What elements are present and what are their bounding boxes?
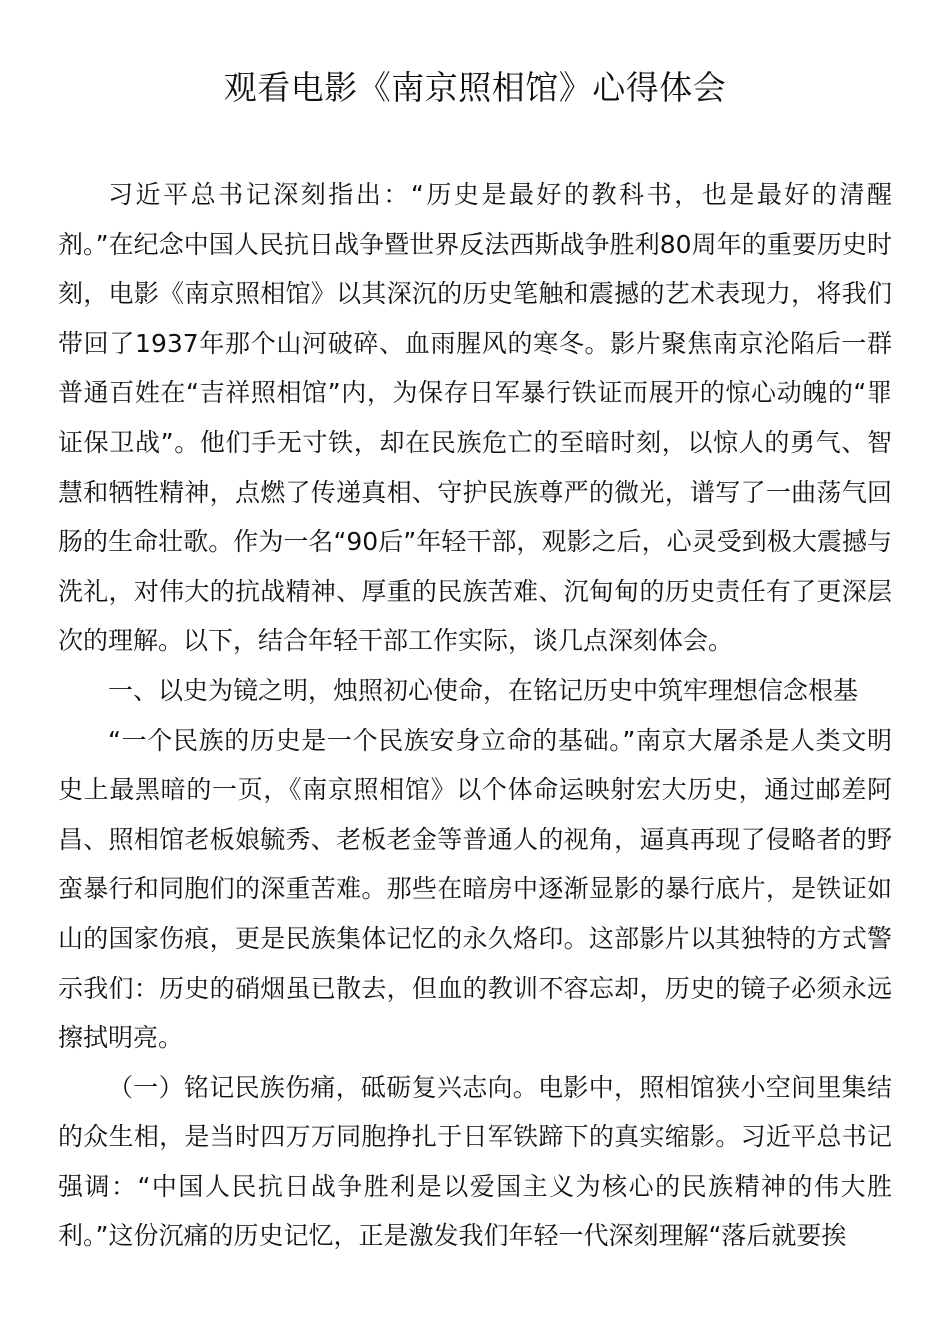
document-title: 观看电影《南京照相馆》心得体会 <box>223 68 727 107</box>
body-paragraph-history: “一个民族的历史是一个民族安身立命的基础。”南京大屠杀是人类文明史上最黑暗的一页，《南京照相馆》以个体命运映射宏大历史，通过邮差阿昌、照相馆老板娘毓秀、老板老金等普通人的视角，逼真再现了侵略者的野蛮暴行和同胞们的深重苦难。那些在暗房中逐渐显影的暴行底片，是铁证如山的国家伤痕，更是民族集体记忆的永久烙印。这部影片以其独特的方式警示我们：历史的硝烟虽已散去，但血的教训不容忘却，历史的镜子必须永远擦拭明亮。 <box>58 725 892 1053</box>
body-paragraph-subpoint-1: （一）铭记民族伤痛，砥砺复兴志向。电影中，照相馆狭小空间里集结的众生相，是当时四万万同胞挣扎于日军铁蹄下的真实缩影。习近平总书记强调：“中国人民抗日战争胜利是以爱国主义为核心的民族精神的伟大胜利。”这份沉痛的历史记忆，正是激发我们年轻一代深刻理解“落后就要挨 <box>58 1072 892 1251</box>
body-paragraph-intro: 习近平总书记深刻指出：“历史是最好的教科书，也是最好的清醒剂。”在纪念中国人民抗日战争暨世界反法西斯战争胜利80周年的重要历史时刻，电影《南京照相馆》以其深沉的历史笔触和震撼的艺术表现力，将我们带回了1937年那个山河破碎、血雨腥风的寒冬。影片聚焦南京沦陷后一群普通百姓在“吉祥照相馆”内，为保存日军暴行铁证而展开的惊心动魄的“罪证保卫战”。他们手无寸铁，却在民族危亡的至暗时刻，以惊人的勇气、智慧和牺牲精神，点燃了传递真相、守护民族尊严的微光，谱写了一曲荡气回肠的生命壮歌。作为一名“90后”年轻干部，观影之后，心灵受到极大震撼与洗礼，对伟大的抗战精神、厚重的民族苦难、沉甸甸的历史责任有了更深层次的理解。以下，结合年轻干部工作实际，谈几点深刻体会。 <box>58 180 892 656</box>
section-heading-1: 一、以史为镜之明，烛照初心使命，在铭记历史中筑牢理想信念根基 <box>108 675 859 705</box>
